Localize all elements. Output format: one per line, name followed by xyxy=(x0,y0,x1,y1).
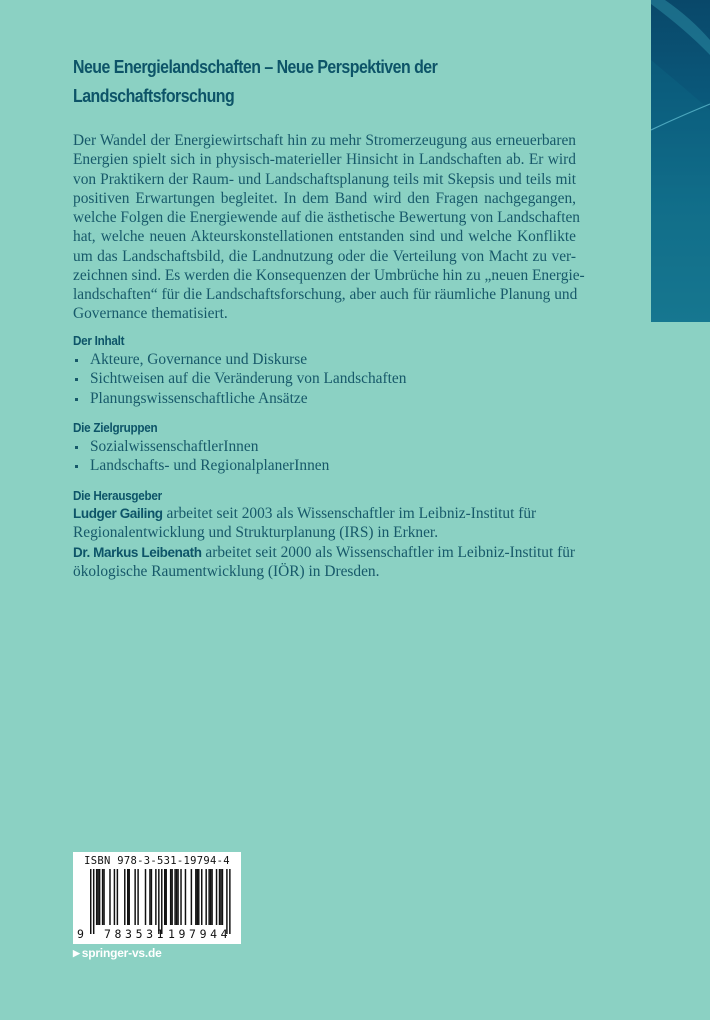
decorative-cover-strip xyxy=(651,0,710,322)
contents-list xyxy=(73,350,406,408)
barcode-left-digits: 783531 xyxy=(104,927,168,941)
list-item xyxy=(73,350,406,369)
description-line: um das Landschaftsbild, die Landnutzung oder die Verteilung von Macht zu ver- xyxy=(73,247,576,265)
list-item xyxy=(73,456,329,475)
publisher-link[interactable] xyxy=(73,946,162,960)
book-title-line-1: Neue Energielandschaften – Neue Perspektiven der xyxy=(73,56,438,77)
list-item-text: Landschafts- und RegionalplanerInnen xyxy=(90,457,330,475)
description-line: hat, welche neuen Akteurskonstellationen entstanden sind und welche Konflikte xyxy=(73,228,576,246)
editor-bio-line: Regionalentwicklung und Strukturplanung (IRS) in Erkner. xyxy=(73,524,439,542)
editors-bios xyxy=(73,504,583,581)
description-line: welche Folgen die Energiewende auf die ästhetische Bewertung von Landschaften xyxy=(73,209,580,226)
contents-heading: Der Inhalt xyxy=(73,333,125,348)
book-description xyxy=(73,131,585,324)
isbn-label: ISBN 978-3-531-19794-4 xyxy=(84,855,230,867)
isbn-barcode xyxy=(73,852,241,944)
list-item-text: Sichtweisen auf die Veränderung von Landschaften xyxy=(90,370,407,388)
barcode-right-digits: 197944 xyxy=(168,927,232,941)
description-line: zeichnen sind. Es werden die Konsequenzen der Umbrüche hin zu „neuen Energie- xyxy=(73,266,585,284)
publisher-site-label: springer-vs.de xyxy=(81,946,162,960)
target-groups-heading: Die Zielgruppen xyxy=(73,420,158,435)
description-line: landschaften“ für die Landschaftsforschung, aber auch für räumliche Planung und xyxy=(73,286,578,303)
description-line: von Praktikern der Raum- und Landschaftsplanung teils mit Skepsis und teils mit xyxy=(73,170,576,188)
book-title xyxy=(73,52,555,110)
editors-heading: Die Herausgeber xyxy=(73,488,162,503)
description-line: Der Wandel der Energiewirtschaft hin zu mehr Stromerzeugung aus erneuerbaren xyxy=(73,132,576,149)
bullet-icon xyxy=(75,359,78,362)
description-line: Governance thematisiert. xyxy=(73,305,228,323)
editor-bio-text: arbeitet seit 2003 als Wissenschaftler im Leibniz-Institut für xyxy=(162,505,537,522)
list-item-text: Akteure, Governance und Diskurse xyxy=(90,351,308,368)
barcode-first-digit: 9 xyxy=(77,927,88,941)
book-title-line-2: Landschaftsforschung xyxy=(73,85,235,106)
bullet-icon xyxy=(75,465,78,468)
target-groups-list xyxy=(73,437,329,476)
editor-bio-line: ökologische Raumentwicklung (IÖR) in Dresden. xyxy=(73,562,380,580)
bullet-icon xyxy=(75,446,78,449)
list-item-text: Planungswissenschaftliche Ansätze xyxy=(90,389,308,407)
bullet-icon xyxy=(75,378,78,381)
list-item xyxy=(73,389,406,408)
editor-bio-text: arbeitet seit 2000 als Wissenschaftler im Leibniz-Institut für xyxy=(201,543,576,561)
editor-bio-line xyxy=(73,504,583,523)
bullet-icon xyxy=(75,398,78,401)
editor-name: Dr. Markus Leibenath xyxy=(73,544,202,560)
list-item xyxy=(73,437,329,456)
cover-swoosh-graphic xyxy=(651,0,710,322)
arrow-right-icon: ▶ xyxy=(73,948,80,958)
editor-bio-line xyxy=(73,543,583,562)
description-line: Energien spielt sich in physisch-materieller Hinsicht in Landschaften ab. Er wird xyxy=(73,151,576,169)
list-item xyxy=(73,369,406,388)
editor-name: Ludger Gailing xyxy=(73,506,163,521)
list-item-text: SozialwissenschaftlerInnen xyxy=(90,438,259,455)
description-line: positiven Erwartungen begleitet. In dem Band wird den Fragen nachgegangen, xyxy=(73,189,576,207)
